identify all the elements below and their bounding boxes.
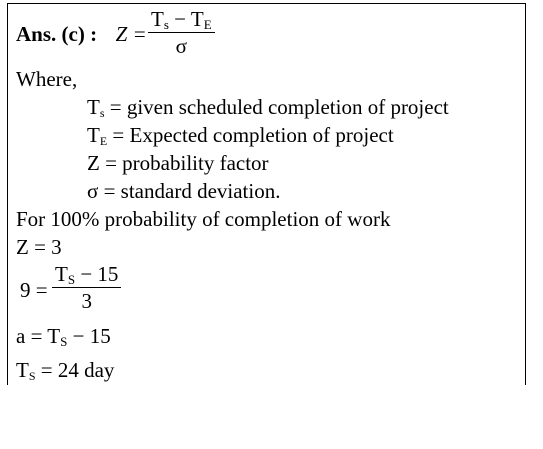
z-value: Z = 3	[16, 235, 62, 259]
eq3-line: $a = T_S - 15$	[16, 324, 111, 349]
formula-lhs: Z =	[115, 22, 147, 46]
eq2-numerator: $T_S - 15$	[52, 263, 121, 288]
result-line: $T_S = 24$ day	[16, 358, 115, 383]
answer-line	[16, 22, 147, 46]
eq2-lhs: 9 =	[20, 278, 48, 302]
definition-te: $T_E$ = Expected completion of project	[87, 123, 394, 148]
formula-denominator: σ	[175, 34, 187, 58]
definition-sigma: σ = standard deviation.	[87, 179, 281, 203]
formula-fraction	[148, 8, 215, 58]
definition-z: Z = probability factor	[87, 151, 269, 175]
eq2-denominator: 3	[81, 289, 92, 313]
where-label: Where,	[16, 67, 78, 91]
formula-numerator: $T_s - T_E$	[148, 8, 215, 33]
probability-sentence: For 100% probability of completion of work	[16, 207, 391, 231]
answer-label: Ans. (c) :	[16, 22, 98, 46]
definition-ts: $T_s$ = given scheduled completion of project	[87, 95, 449, 120]
eq2-fraction	[52, 263, 121, 313]
